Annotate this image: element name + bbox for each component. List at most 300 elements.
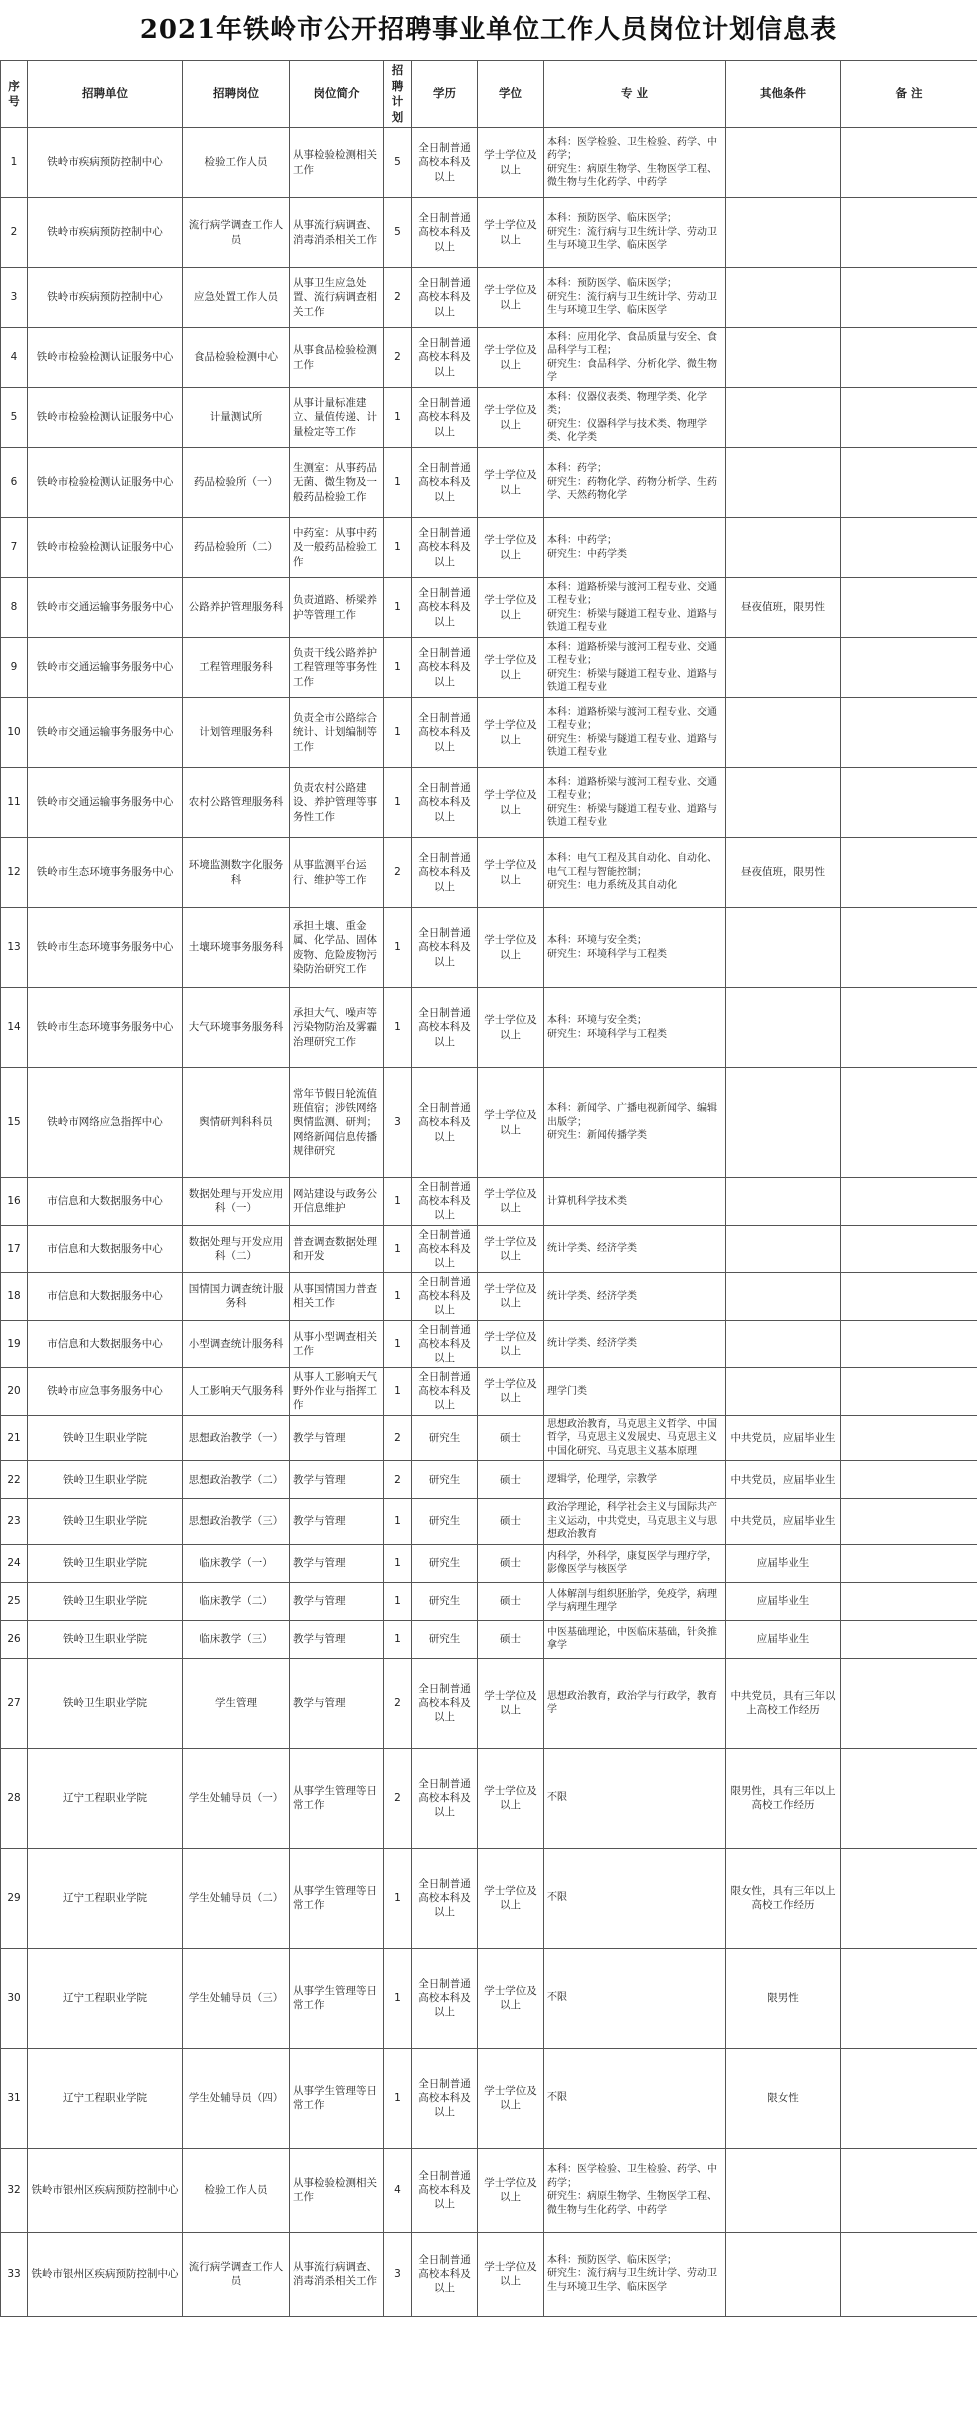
post-description-cell: 负责干线公路养护工程管理等事务性工作 (290, 638, 384, 698)
education-requirement-cell: 研究生 (412, 1582, 478, 1620)
row-number-cell: 25 (1, 1582, 28, 1620)
major-requirement-cell: 理学门类 (544, 1368, 726, 1416)
recruiting-post-cell: 药品检验所（二） (183, 518, 290, 578)
recruiting-unit-cell: 铁岭市检验检测认证服务中心 (28, 448, 183, 518)
remarks-cell (841, 1368, 977, 1416)
major-requirement-cell: 本科：药学； 研究生：药物化学、药物分析学、生药学、天然药物化学 (544, 448, 726, 518)
table-row (1, 908, 977, 988)
recruiting-post-cell: 临床教学（二） (183, 1582, 290, 1620)
recruiting-unit-cell: 铁岭市生态环境事务服务中心 (28, 908, 183, 988)
other-conditions-cell: 中共党员，具有三年以上高校工作经历 (726, 1658, 841, 1748)
degree-requirement-cell: 硕士 (478, 1620, 544, 1658)
table-row (1, 578, 977, 638)
major-requirement-cell: 统计学类、经济学类 (544, 1320, 726, 1368)
remarks-cell (841, 1848, 977, 1948)
other-conditions-cell (726, 638, 841, 698)
degree-requirement-cell: 学士学位及以上 (478, 1273, 544, 1321)
recruiting-unit-cell: 铁岭市交通运输事务服务中心 (28, 698, 183, 768)
recruiting-unit-cell: 铁岭市银州区疾病预防控制中心 (28, 2148, 183, 2232)
recruiting-unit-cell: 铁岭卫生职业学院 (28, 1544, 183, 1582)
table-row (1, 988, 977, 1068)
major-requirement-cell: 思想政治教育，马克思主义哲学、中国哲学，马克思主义发展史、马克思主义中国化研究、马克思主义基本原理 (544, 1415, 726, 1461)
major-requirement-cell: 本科：预防医学、临床医学； 研究生：流行病与卫生统计学、劳动卫生与环境卫生学、临床医学 (544, 2232, 726, 2316)
other-conditions-cell (726, 518, 841, 578)
row-number-cell: 5 (1, 388, 28, 448)
other-conditions-cell: 限女性，具有三年以上高校工作经历 (726, 1848, 841, 1948)
remarks-cell (841, 1582, 977, 1620)
major-requirement-cell: 本科：道路桥梁与渡河工程专业、交通工程专业； 研究生：桥梁与隧道工程专业、道路与铁道工程专业 (544, 578, 726, 638)
education-requirement-cell: 全日制普通高校本科及以上 (412, 448, 478, 518)
recruiting-post-cell: 检验工作人员 (183, 2148, 290, 2232)
post-description-cell: 中药室：从事中药及一般药品检验工作 (290, 518, 384, 578)
recruiting-post-cell: 人工影响天气服务科 (183, 1368, 290, 1416)
post-description-cell: 常年节假日轮流值班值宿；涉铁网络舆情监测、研判；网络新闻信息传播规律研究 (290, 1068, 384, 1178)
recruiting-unit-cell: 铁岭市交通运输事务服务中心 (28, 578, 183, 638)
degree-requirement-cell: 学士学位及以上 (478, 698, 544, 768)
major-requirement-cell: 政治学理论，科学社会主义与国际共产主义运动，中共党史，马克思主义与思想政治教育 (544, 1499, 726, 1545)
table-row (1, 1499, 977, 1545)
recruitment-count-cell: 1 (384, 638, 412, 698)
education-requirement-cell: 全日制普通高校本科及以上 (412, 2048, 478, 2148)
recruiting-unit-cell: 铁岭市生态环境事务服务中心 (28, 838, 183, 908)
remarks-cell (841, 988, 977, 1068)
recruiting-unit-cell: 铁岭市检验检测认证服务中心 (28, 518, 183, 578)
education-requirement-cell: 全日制普通高校本科及以上 (412, 578, 478, 638)
major-requirement-cell: 不限 (544, 2048, 726, 2148)
table-row (1, 638, 977, 698)
recruitment-count-cell: 5 (384, 128, 412, 198)
recruiting-post-cell: 思想政治教学（三） (183, 1499, 290, 1545)
post-description-cell: 生测室：从事药品无菌、微生物及一般药品检验工作 (290, 448, 384, 518)
recruiting-unit-cell: 辽宁工程职业学院 (28, 2048, 183, 2148)
degree-requirement-cell: 学士学位及以上 (478, 1848, 544, 1948)
table-row (1, 1415, 977, 1461)
post-description-cell: 从事人工影响天气野外作业与指挥工作 (290, 1368, 384, 1416)
recruitment-count-cell: 1 (384, 908, 412, 988)
education-requirement-cell: 全日制普通高校本科及以上 (412, 198, 478, 268)
degree-requirement-cell: 学士学位及以上 (478, 1658, 544, 1748)
major-requirement-cell: 本科：医学检验、卫生检验、药学、中药学； 研究生：病原生物学、生物医学工程、微生物与生化药学、中药学 (544, 2148, 726, 2232)
major-requirement-cell: 统计学类、经济学类 (544, 1225, 726, 1273)
recruiting-post-cell: 小型调查统计服务科 (183, 1320, 290, 1368)
row-number-cell: 10 (1, 698, 28, 768)
row-number-cell: 29 (1, 1848, 28, 1948)
row-number-cell: 6 (1, 448, 28, 518)
major-requirement-cell: 逻辑学，伦理学，宗教学 (544, 1461, 726, 1499)
table-row (1, 1544, 977, 1582)
other-conditions-cell (726, 1225, 841, 1273)
row-number-cell: 23 (1, 1499, 28, 1545)
education-requirement-cell: 全日制普通高校本科及以上 (412, 698, 478, 768)
recruitment-count-cell: 1 (384, 578, 412, 638)
other-conditions-cell (726, 2148, 841, 2232)
education-requirement-cell: 全日制普通高校本科及以上 (412, 1848, 478, 1948)
recruitment-count-cell: 2 (384, 1461, 412, 1499)
table-row (1, 1461, 977, 1499)
recruiting-unit-cell: 市信息和大数据服务中心 (28, 1273, 183, 1321)
degree-requirement-cell: 学士学位及以上 (478, 388, 544, 448)
education-requirement-cell: 研究生 (412, 1461, 478, 1499)
row-number-cell: 27 (1, 1658, 28, 1748)
major-requirement-cell: 中医基础理论，中医临床基础，针灸推拿学 (544, 1620, 726, 1658)
recruiting-unit-cell: 市信息和大数据服务中心 (28, 1178, 183, 1226)
degree-requirement-cell: 学士学位及以上 (478, 448, 544, 518)
row-number-cell: 3 (1, 268, 28, 328)
other-conditions-cell: 应届毕业生 (726, 1544, 841, 1582)
recruiting-unit-cell: 市信息和大数据服务中心 (28, 1225, 183, 1273)
remarks-cell (841, 638, 977, 698)
major-requirement-cell: 本科：道路桥梁与渡河工程专业、交通工程专业； 研究生：桥梁与隧道工程专业、道路与铁道工程专业 (544, 638, 726, 698)
post-description-cell: 承担土壤、重金属、化学品、固体废物、危险废物污染防治研究工作 (290, 908, 384, 988)
recruiting-unit-cell: 辽宁工程职业学院 (28, 1748, 183, 1848)
row-number-cell: 15 (1, 1068, 28, 1178)
education-requirement-cell: 研究生 (412, 1415, 478, 1461)
degree-requirement-cell: 硕士 (478, 1499, 544, 1545)
post-description-cell: 教学与管理 (290, 1415, 384, 1461)
other-conditions-cell (726, 1368, 841, 1416)
recruiting-post-cell: 计量测试所 (183, 388, 290, 448)
recruiting-post-cell: 应急处置工作人员 (183, 268, 290, 328)
major-requirement-cell: 本科：新闻学、广播电视新闻学、编辑出版学； 研究生：新闻传播学类 (544, 1068, 726, 1178)
post-description-cell: 从事监测平台运行、维护等工作 (290, 838, 384, 908)
table-row (1, 1273, 977, 1321)
row-number-cell: 30 (1, 1948, 28, 2048)
degree-requirement-cell: 学士学位及以上 (478, 1368, 544, 1416)
recruitment-count-cell: 1 (384, 1499, 412, 1545)
education-requirement-cell: 全日制普通高校本科及以上 (412, 1068, 478, 1178)
remarks-cell (841, 1948, 977, 2048)
remarks-cell (841, 1178, 977, 1226)
degree-requirement-cell: 学士学位及以上 (478, 1320, 544, 1368)
post-description-cell: 从事卫生应急处置、流行病调查相关工作 (290, 268, 384, 328)
recruitment-count-cell: 1 (384, 1320, 412, 1368)
recruiting-unit-cell: 铁岭市检验检测认证服务中心 (28, 328, 183, 388)
remarks-cell (841, 1748, 977, 1848)
other-conditions-cell: 昼夜值班，限男性 (726, 578, 841, 638)
degree-requirement-cell: 学士学位及以上 (478, 1948, 544, 2048)
education-requirement-cell: 全日制普通高校本科及以上 (412, 1658, 478, 1748)
education-requirement-cell: 全日制普通高校本科及以上 (412, 2148, 478, 2232)
recruitment-count-cell: 2 (384, 268, 412, 328)
recruiting-post-cell: 食品检验检测中心 (183, 328, 290, 388)
table-row (1, 448, 977, 518)
remarks-cell (841, 128, 977, 198)
table-row (1, 328, 977, 388)
degree-requirement-cell: 学士学位及以上 (478, 1178, 544, 1226)
recruitment-count-cell: 1 (384, 2048, 412, 2148)
post-description-cell: 教学与管理 (290, 1582, 384, 1620)
table-row (1, 1848, 977, 1948)
recruiting-post-cell: 计划管理服务科 (183, 698, 290, 768)
remarks-cell (841, 1415, 977, 1461)
remarks-cell (841, 198, 977, 268)
table-row (1, 768, 977, 838)
recruitment-count-cell: 1 (384, 1178, 412, 1226)
education-requirement-cell: 全日制普通高校本科及以上 (412, 518, 478, 578)
recruiting-unit-cell: 铁岭市应急事务服务中心 (28, 1368, 183, 1416)
degree-requirement-cell: 硕士 (478, 1582, 544, 1620)
degree-requirement-cell: 学士学位及以上 (478, 638, 544, 698)
major-requirement-cell: 不限 (544, 1748, 726, 1848)
row-number-cell: 22 (1, 1461, 28, 1499)
remarks-cell (841, 328, 977, 388)
recruitment-count-cell: 1 (384, 448, 412, 518)
post-description-cell: 教学与管理 (290, 1544, 384, 1582)
recruiting-post-cell: 流行病学调查工作人员 (183, 2232, 290, 2316)
table-row (1, 388, 977, 448)
row-number-cell: 24 (1, 1544, 28, 1582)
table-row (1, 1582, 977, 1620)
other-conditions-cell (726, 988, 841, 1068)
recruitment-count-cell: 2 (384, 328, 412, 388)
table-row (1, 1368, 977, 1416)
education-requirement-cell: 全日制普通高校本科及以上 (412, 1948, 478, 2048)
education-requirement-cell: 全日制普通高校本科及以上 (412, 988, 478, 1068)
education-requirement-cell: 全日制普通高校本科及以上 (412, 638, 478, 698)
recruiting-post-cell: 学生处辅导员（三） (183, 1948, 290, 2048)
recruiting-unit-cell: 铁岭市生态环境事务服务中心 (28, 988, 183, 1068)
major-requirement-cell: 本科：医学检验、卫生检验、药学、中药学； 研究生：病原生物学、生物医学工程、微生物与生化药学、中药学 (544, 128, 726, 198)
post-description-cell: 网站建设与政务公开信息维护 (290, 1178, 384, 1226)
recruitment-count-cell: 1 (384, 1620, 412, 1658)
other-conditions-cell (726, 1178, 841, 1226)
header-cell: 岗位简介 (290, 61, 384, 128)
degree-requirement-cell: 学士学位及以上 (478, 988, 544, 1068)
row-number-cell: 18 (1, 1273, 28, 1321)
recruiting-post-cell: 国情国力调查统计服务科 (183, 1273, 290, 1321)
education-requirement-cell: 全日制普通高校本科及以上 (412, 1273, 478, 1321)
degree-requirement-cell: 硕士 (478, 1461, 544, 1499)
other-conditions-cell (726, 1273, 841, 1321)
table-row (1, 268, 977, 328)
post-description-cell: 从事学生管理等日常工作 (290, 1848, 384, 1948)
other-conditions-cell (726, 388, 841, 448)
recruiting-unit-cell: 铁岭市疾病预防控制中心 (28, 128, 183, 198)
degree-requirement-cell: 学士学位及以上 (478, 198, 544, 268)
recruiting-unit-cell: 辽宁工程职业学院 (28, 1948, 183, 2048)
education-requirement-cell: 研究生 (412, 1620, 478, 1658)
table-row (1, 1948, 977, 2048)
major-requirement-cell: 本科：道路桥梁与渡河工程专业、交通工程专业； 研究生：桥梁与隧道工程专业、道路与铁道工程专业 (544, 768, 726, 838)
remarks-cell (841, 1499, 977, 1545)
education-requirement-cell: 全日制普通高校本科及以上 (412, 1368, 478, 1416)
major-requirement-cell: 本科：预防医学、临床医学； 研究生：流行病与卫生统计学、劳动卫生与环境卫生学、临床医学 (544, 198, 726, 268)
recruitment-count-cell: 1 (384, 698, 412, 768)
education-requirement-cell: 全日制普通高校本科及以上 (412, 1225, 478, 1273)
header-cell: 学位 (478, 61, 544, 128)
remarks-cell (841, 1225, 977, 1273)
remarks-cell (841, 388, 977, 448)
row-number-cell: 21 (1, 1415, 28, 1461)
recruiting-post-cell: 学生管理 (183, 1658, 290, 1748)
degree-requirement-cell: 学士学位及以上 (478, 2048, 544, 2148)
recruiting-unit-cell: 辽宁工程职业学院 (28, 1848, 183, 1948)
recruiting-post-cell: 工程管理服务科 (183, 638, 290, 698)
recruitment-count-cell: 4 (384, 2148, 412, 2232)
table-row (1, 2048, 977, 2148)
major-requirement-cell: 人体解剖与组织胚胎学，免疫学，病理学与病理生理学 (544, 1582, 726, 1620)
major-requirement-cell: 本科：应用化学、食品质量与安全、食品科学与工程； 研究生：食品科学、分析化学、微生物学 (544, 328, 726, 388)
recruiting-post-cell: 学生处辅导员（一） (183, 1748, 290, 1848)
header-cell: 招聘岗位 (183, 61, 290, 128)
major-requirement-cell: 不限 (544, 1848, 726, 1948)
education-requirement-cell: 全日制普通高校本科及以上 (412, 1178, 478, 1226)
table-row (1, 2232, 977, 2316)
education-requirement-cell: 研究生 (412, 1544, 478, 1582)
table-row (1, 128, 977, 198)
recruitment-table (0, 60, 977, 2317)
recruitment-count-cell: 2 (384, 838, 412, 908)
row-number-cell: 32 (1, 2148, 28, 2232)
post-description-cell: 负责全市公路综合统计、计划编制等工作 (290, 698, 384, 768)
recruitment-count-cell: 3 (384, 2232, 412, 2316)
recruiting-post-cell: 临床教学（一） (183, 1544, 290, 1582)
table-row (1, 198, 977, 268)
row-number-cell: 17 (1, 1225, 28, 1273)
remarks-cell (841, 1461, 977, 1499)
table-row (1, 838, 977, 908)
post-description-cell: 承担大气、噪声等污染物防治及雾霾治理研究工作 (290, 988, 384, 1068)
recruitment-count-cell: 1 (384, 1544, 412, 1582)
post-description-cell: 教学与管理 (290, 1461, 384, 1499)
recruiting-unit-cell: 铁岭市疾病预防控制中心 (28, 268, 183, 328)
post-description-cell: 教学与管理 (290, 1499, 384, 1545)
header-cell: 其他条件 (726, 61, 841, 128)
other-conditions-cell: 中共党员，应届毕业生 (726, 1415, 841, 1461)
major-requirement-cell: 本科：仪器仪表类、物理学类、化学类； 研究生：仪器科学与技术类、物理学类、化学类 (544, 388, 726, 448)
recruitment-count-cell: 5 (384, 198, 412, 268)
post-description-cell: 从事小型调查相关工作 (290, 1320, 384, 1368)
recruiting-post-cell: 流行病学调查工作人员 (183, 198, 290, 268)
degree-requirement-cell: 学士学位及以上 (478, 128, 544, 198)
other-conditions-cell (726, 908, 841, 988)
row-number-cell: 28 (1, 1748, 28, 1848)
other-conditions-cell: 应届毕业生 (726, 1582, 841, 1620)
degree-requirement-cell: 学士学位及以上 (478, 908, 544, 988)
row-number-cell: 2 (1, 198, 28, 268)
other-conditions-cell: 限男性 (726, 1948, 841, 2048)
row-number-cell: 1 (1, 128, 28, 198)
education-requirement-cell: 全日制普通高校本科及以上 (412, 328, 478, 388)
row-number-cell: 7 (1, 518, 28, 578)
recruitment-count-cell: 1 (384, 768, 412, 838)
remarks-cell (841, 768, 977, 838)
table-row (1, 1620, 977, 1658)
education-requirement-cell: 研究生 (412, 1499, 478, 1545)
degree-requirement-cell: 硕士 (478, 1415, 544, 1461)
major-requirement-cell: 本科：预防医学、临床医学； 研究生：流行病与卫生统计学、劳动卫生与环境卫生学、临床医学 (544, 268, 726, 328)
degree-requirement-cell: 学士学位及以上 (478, 518, 544, 578)
recruiting-post-cell: 数据处理与开发应用科（二） (183, 1225, 290, 1273)
remarks-cell (841, 908, 977, 988)
table-header-row (1, 61, 977, 128)
recruiting-post-cell: 临床教学（三） (183, 1620, 290, 1658)
recruiting-post-cell: 大气环境事务服务科 (183, 988, 290, 1068)
other-conditions-cell (726, 128, 841, 198)
other-conditions-cell: 应届毕业生 (726, 1620, 841, 1658)
row-number-cell: 11 (1, 768, 28, 838)
other-conditions-cell (726, 768, 841, 838)
page-title: 2021年铁岭市公开招聘事业单位工作人员岗位计划信息表 (139, 15, 838, 45)
row-number-cell: 20 (1, 1368, 28, 1416)
recruiting-unit-cell: 铁岭市网络应急指挥中心 (28, 1068, 183, 1178)
recruiting-unit-cell: 铁岭市检验检测认证服务中心 (28, 388, 183, 448)
other-conditions-cell: 中共党员，应届毕业生 (726, 1461, 841, 1499)
post-description-cell: 从事食品检验检测工作 (290, 328, 384, 388)
recruiting-post-cell: 学生处辅导员（二） (183, 1848, 290, 1948)
post-description-cell: 普查调查数据处理和开发 (290, 1225, 384, 1273)
other-conditions-cell (726, 1320, 841, 1368)
row-number-cell: 4 (1, 328, 28, 388)
major-requirement-cell: 内科学，外科学，康复医学与理疗学，影像医学与核医学 (544, 1544, 726, 1582)
degree-requirement-cell: 学士学位及以上 (478, 1068, 544, 1178)
degree-requirement-cell: 学士学位及以上 (478, 838, 544, 908)
degree-requirement-cell: 学士学位及以上 (478, 578, 544, 638)
other-conditions-cell (726, 2232, 841, 2316)
remarks-cell (841, 838, 977, 908)
recruiting-post-cell: 数据处理与开发应用科（一） (183, 1178, 290, 1226)
education-requirement-cell: 全日制普通高校本科及以上 (412, 1320, 478, 1368)
major-requirement-cell: 本科：环境与安全类； 研究生：环境科学与工程类 (544, 908, 726, 988)
post-description-cell: 负责农村公路建设、养护管理等事务性工作 (290, 768, 384, 838)
education-requirement-cell: 全日制普通高校本科及以上 (412, 838, 478, 908)
recruiting-unit-cell: 铁岭卫生职业学院 (28, 1658, 183, 1748)
row-number-cell: 19 (1, 1320, 28, 1368)
header-cell: 序号 (1, 61, 28, 128)
recruitment-count-cell: 3 (384, 1068, 412, 1178)
recruiting-post-cell: 思想政治教学（一） (183, 1415, 290, 1461)
remarks-cell (841, 2232, 977, 2316)
education-requirement-cell: 全日制普通高校本科及以上 (412, 1748, 478, 1848)
post-description-cell: 从事学生管理等日常工作 (290, 1748, 384, 1848)
row-number-cell: 13 (1, 908, 28, 988)
recruiting-post-cell: 环境监测数字化服务科 (183, 838, 290, 908)
table-row (1, 1748, 977, 1848)
row-number-cell: 9 (1, 638, 28, 698)
remarks-cell (841, 2048, 977, 2148)
recruitment-count-cell: 1 (384, 388, 412, 448)
header-cell: 招聘单位 (28, 61, 183, 128)
table-row (1, 1658, 977, 1748)
other-conditions-cell (726, 198, 841, 268)
other-conditions-cell: 限男性，具有三年以上高校工作经历 (726, 1748, 841, 1848)
remarks-cell (841, 1620, 977, 1658)
degree-requirement-cell: 学士学位及以上 (478, 2148, 544, 2232)
degree-requirement-cell: 学士学位及以上 (478, 2232, 544, 2316)
degree-requirement-cell: 学士学位及以上 (478, 268, 544, 328)
recruiting-unit-cell: 铁岭市银州区疾病预防控制中心 (28, 2232, 183, 2316)
row-number-cell: 31 (1, 2048, 28, 2148)
other-conditions-cell (726, 1068, 841, 1178)
education-requirement-cell: 全日制普通高校本科及以上 (412, 2232, 478, 2316)
row-number-cell: 26 (1, 1620, 28, 1658)
recruitment-count-cell: 1 (384, 1368, 412, 1416)
table-row (1, 1320, 977, 1368)
header-cell: 备 注 (841, 61, 977, 128)
recruiting-unit-cell: 铁岭卫生职业学院 (28, 1461, 183, 1499)
major-requirement-cell: 计算机科学技术类 (544, 1178, 726, 1226)
recruiting-unit-cell: 铁岭卫生职业学院 (28, 1415, 183, 1461)
table-row (1, 518, 977, 578)
row-number-cell: 33 (1, 2232, 28, 2316)
major-requirement-cell: 本科：电气工程及其自动化、自动化、电气工程与智能控制； 研究生：电力系统及其自动化 (544, 838, 726, 908)
education-requirement-cell: 全日制普通高校本科及以上 (412, 268, 478, 328)
major-requirement-cell: 思想政治教育，政治学与行政学，教育学 (544, 1658, 726, 1748)
recruitment-count-cell: 1 (384, 1948, 412, 2048)
post-description-cell: 从事检验检测相关工作 (290, 2148, 384, 2232)
header-cell: 专 业 (544, 61, 726, 128)
post-description-cell: 从事流行病调查、消毒消杀相关工作 (290, 2232, 384, 2316)
